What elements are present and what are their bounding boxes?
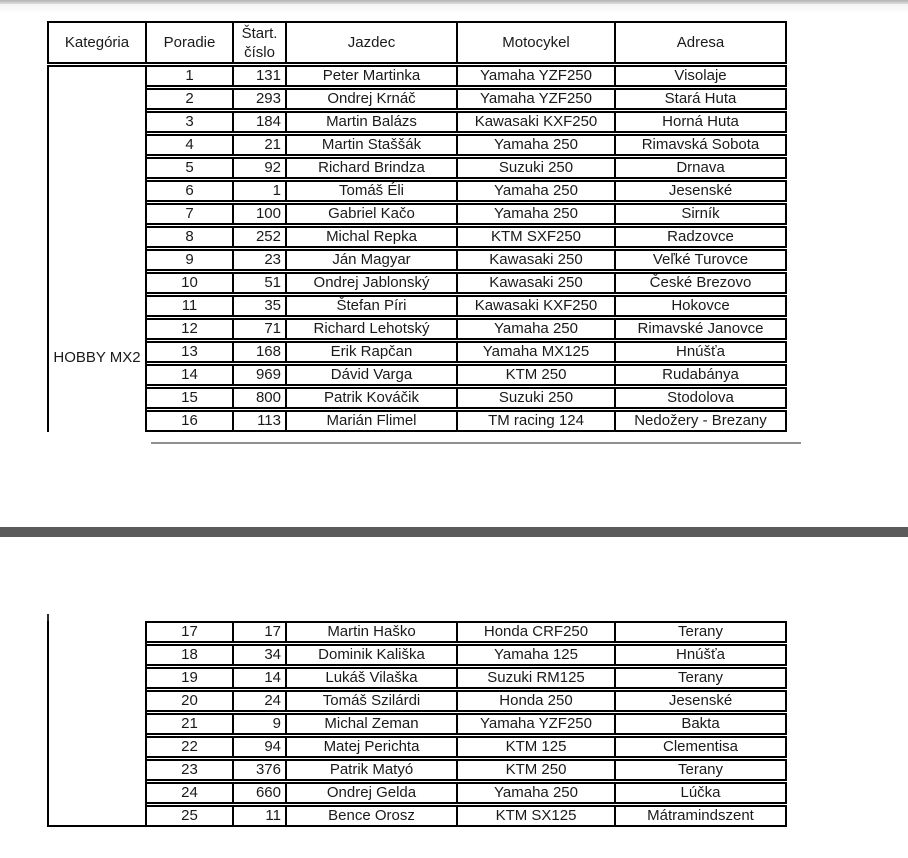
cell-motocykel: Yamaha YZF250	[458, 713, 616, 735]
table-row	[47, 782, 787, 804]
table-row	[47, 134, 787, 156]
cell-motocykel: Honda CRF250	[458, 621, 616, 643]
cell-start-cislo: 376	[234, 759, 287, 781]
cell-start-cislo: 17	[234, 621, 287, 643]
cell-adresa: Jesenské	[616, 690, 787, 712]
table-row	[47, 157, 787, 179]
cell-motocykel: Yamaha 250	[458, 134, 616, 156]
table-row	[47, 272, 787, 294]
cell-motocykel: Suzuki 250	[458, 157, 616, 179]
cell-jazdec: Patrik Matyó	[287, 759, 458, 781]
col-header-kategoria: Kategória	[47, 21, 147, 64]
table-row	[47, 667, 787, 689]
cell-motocykel: Yamaha 250	[458, 318, 616, 340]
cell-start-cislo: 35	[234, 295, 287, 317]
cell-motocykel: Yamaha YZF250	[458, 65, 616, 87]
col-header-adresa: Adresa	[616, 21, 787, 64]
cell-start-cislo: 168	[234, 341, 287, 363]
cell-poradie: 17	[147, 621, 234, 643]
cell-poradie: 13	[147, 341, 234, 363]
cell-motocykel: Yamaha YZF250	[458, 88, 616, 110]
results-table-page1	[47, 20, 787, 433]
col-header-poradie: Poradie	[147, 21, 234, 64]
cell-poradie: 21	[147, 713, 234, 735]
table-row	[47, 364, 787, 386]
cell-poradie: 20	[147, 690, 234, 712]
cell-motocykel: KTM 125	[458, 736, 616, 758]
cell-start-cislo: 11	[234, 805, 287, 827]
cell-jazdec: Martin Balázs	[287, 111, 458, 133]
cell-poradie: 12	[147, 318, 234, 340]
cell-start-cislo: 660	[234, 782, 287, 804]
window-top-edge-fade	[0, 4, 908, 13]
cell-poradie: 18	[147, 644, 234, 666]
cell-start-cislo: 51	[234, 272, 287, 294]
cell-adresa: Hnúšťa	[616, 341, 787, 363]
table-row	[47, 203, 787, 225]
cell-adresa: Stará Huta	[616, 88, 787, 110]
cell-motocykel: Yamaha MX125	[458, 341, 616, 363]
cell-start-cislo: 1	[234, 180, 287, 202]
cell-jazdec: Richard Brindza	[287, 157, 458, 179]
cell-motocykel: Kawasaki KXF250	[458, 295, 616, 317]
cell-adresa: Sirník	[616, 203, 787, 225]
col-header-jazdec: Jazdec	[287, 21, 458, 64]
results-table-page2	[47, 620, 787, 828]
cell-start-cislo: 14	[234, 667, 287, 689]
table-row	[47, 249, 787, 271]
cell-poradie: 22	[147, 736, 234, 758]
cell-motocykel: Kawasaki 250	[458, 272, 616, 294]
cell-start-cislo: 293	[234, 88, 287, 110]
table-row	[47, 759, 787, 781]
table-row	[47, 644, 787, 666]
cell-jazdec: Ondrej Krnáč	[287, 88, 458, 110]
cell-adresa: Horná Huta	[616, 111, 787, 133]
cell-poradie: 11	[147, 295, 234, 317]
cell-adresa: Drnava	[616, 157, 787, 179]
cell-jazdec: Michal Zeman	[287, 713, 458, 735]
cell-start-cislo: 9	[234, 713, 287, 735]
cell-jazdec: Lukáš Vilaška	[287, 667, 458, 689]
cell-start-cislo: 252	[234, 226, 287, 248]
cell-adresa: Hokovce	[616, 295, 787, 317]
cell-motocykel: TM racing 124	[458, 410, 616, 432]
table-row	[47, 88, 787, 110]
cell-adresa: Visolaje	[616, 65, 787, 87]
category-label: HOBBY MX2	[53, 349, 141, 366]
cell-poradie: 5	[147, 157, 234, 179]
cell-motocykel: Yamaha 250	[458, 180, 616, 202]
cell-adresa: České Brezovo	[616, 272, 787, 294]
cell-poradie: 1	[147, 65, 234, 87]
cell-adresa: Stodolova	[616, 387, 787, 409]
cell-jazdec: Erik Rapčan	[287, 341, 458, 363]
cell-jazdec: Michal Repka	[287, 226, 458, 248]
table-row	[47, 180, 787, 202]
cell-poradie: 23	[147, 759, 234, 781]
cell-jazdec: Ondrej Gelda	[287, 782, 458, 804]
header-row	[47, 21, 787, 64]
cell-jazdec: Richard Lehotský	[287, 318, 458, 340]
cell-jazdec: Martin Staššák	[287, 134, 458, 156]
cell-poradie: 6	[147, 180, 234, 202]
cell-jazdec: Patrik Kováčik	[287, 387, 458, 409]
cell-poradie: 10	[147, 272, 234, 294]
category-cell	[47, 65, 147, 432]
table-row	[47, 295, 787, 317]
cell-motocykel: Suzuki 250	[458, 387, 616, 409]
cell-adresa: Radzovce	[616, 226, 787, 248]
cell-adresa: Hnúšťa	[616, 644, 787, 666]
cell-adresa: Clementisa	[616, 736, 787, 758]
cell-poradie: 14	[147, 364, 234, 386]
cell-start-cislo: 92	[234, 157, 287, 179]
table-row	[47, 387, 787, 409]
cell-adresa: Nedožery - Brezany	[616, 410, 787, 432]
cell-poradie: 19	[147, 667, 234, 689]
cell-jazdec: Štefan Píri	[287, 295, 458, 317]
cell-poradie: 25	[147, 805, 234, 827]
cell-poradie: 9	[147, 249, 234, 271]
cell-jazdec: Marián Flimel	[287, 410, 458, 432]
cell-motocykel: Kawasaki KXF250	[458, 111, 616, 133]
cell-adresa: Rimavská Sobota	[616, 134, 787, 156]
cell-adresa: Jesenské	[616, 180, 787, 202]
cell-motocykel: Kawasaki 250	[458, 249, 616, 271]
category-cell	[47, 621, 147, 827]
cell-poradie: 24	[147, 782, 234, 804]
cell-motocykel: KTM 250	[458, 759, 616, 781]
cell-start-cislo: 71	[234, 318, 287, 340]
cell-poradie: 3	[147, 111, 234, 133]
cell-start-cislo: 969	[234, 364, 287, 386]
cell-adresa: Rudabánya	[616, 364, 787, 386]
cell-adresa: Terany	[616, 759, 787, 781]
cell-poradie: 15	[147, 387, 234, 409]
table-row	[47, 341, 787, 363]
page-break-bar	[0, 527, 908, 537]
table-row	[47, 111, 787, 133]
cell-adresa: Veľké Turovce	[616, 249, 787, 271]
cell-motocykel: KTM 250	[458, 364, 616, 386]
table-row	[47, 736, 787, 758]
cell-poradie: 2	[147, 88, 234, 110]
cell-adresa: Terany	[616, 667, 787, 689]
cell-jazdec: Bence Orosz	[287, 805, 458, 827]
cell-jazdec: Martin Haško	[287, 621, 458, 643]
cell-start-cislo: 21	[234, 134, 287, 156]
cell-jazdec: Dávid Varga	[287, 364, 458, 386]
table-row	[47, 690, 787, 712]
cell-start-cislo: 113	[234, 410, 287, 432]
cell-jazdec: Matej Perichta	[287, 736, 458, 758]
table-row	[47, 65, 787, 87]
cell-start-cislo: 24	[234, 690, 287, 712]
cell-adresa: Rimavské Janovce	[616, 318, 787, 340]
cell-motocykel: Honda 250	[458, 690, 616, 712]
cell-motocykel: KTM SXF250	[458, 226, 616, 248]
cell-motocykel: Suzuki RM125	[458, 667, 616, 689]
cell-poradie: 16	[147, 410, 234, 432]
cell-jazdec: Ján Magyar	[287, 249, 458, 271]
cell-start-cislo: 800	[234, 387, 287, 409]
cell-poradie: 7	[147, 203, 234, 225]
cell-start-cislo: 131	[234, 65, 287, 87]
table-row	[47, 713, 787, 735]
table-row	[47, 226, 787, 248]
cell-adresa: Terany	[616, 621, 787, 643]
col-header-motocykel: Motocykel	[458, 21, 616, 64]
cell-start-cislo: 94	[234, 736, 287, 758]
col-header-start-cislo: Štart. číslo	[234, 21, 287, 64]
cell-jazdec: Dominik Kališka	[287, 644, 458, 666]
cell-adresa: Bakta	[616, 713, 787, 735]
cell-jazdec: Peter Martinka	[287, 65, 458, 87]
table-row	[47, 805, 787, 827]
cell-jazdec: Tomáš Éli	[287, 180, 458, 202]
cell-start-cislo: 34	[234, 644, 287, 666]
table-row	[47, 621, 787, 643]
cell-poradie: 8	[147, 226, 234, 248]
cell-adresa: Mátramindszent	[616, 805, 787, 827]
cell-adresa: Lúčka	[616, 782, 787, 804]
cell-motocykel: Yamaha 250	[458, 782, 616, 804]
cell-start-cislo: 100	[234, 203, 287, 225]
cell-jazdec: Gabriel Kačo	[287, 203, 458, 225]
cell-motocykel: Yamaha 250	[458, 203, 616, 225]
table-row	[47, 410, 787, 432]
table-row	[47, 318, 787, 340]
cell-motocykel: Yamaha 125	[458, 644, 616, 666]
cell-start-cislo: 184	[234, 111, 287, 133]
cell-jazdec: Ondrej Jablonský	[287, 272, 458, 294]
cell-motocykel: KTM SX125	[458, 805, 616, 827]
cell-start-cislo: 23	[234, 249, 287, 271]
cell-poradie: 4	[147, 134, 234, 156]
cell-jazdec: Tomáš Szilárdi	[287, 690, 458, 712]
page1-cut-row-line	[151, 442, 801, 444]
